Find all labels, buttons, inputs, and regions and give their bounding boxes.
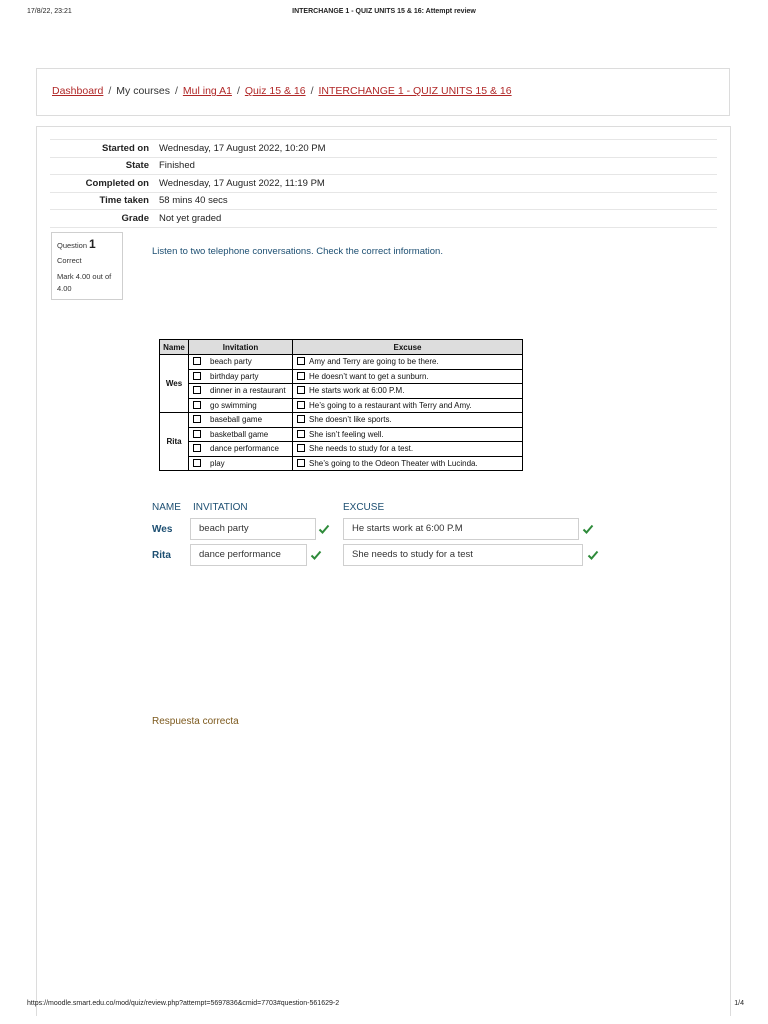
summary-label: Time taken xyxy=(50,192,159,210)
checkbox-icon xyxy=(297,444,305,452)
summary-label: Started on xyxy=(50,140,159,158)
checkbox-icon xyxy=(297,401,305,409)
table-row xyxy=(160,398,523,413)
invitation-text: go swimming xyxy=(210,400,257,410)
invitation-text: dinner in a restaurant xyxy=(210,386,286,396)
table-header: Invitation xyxy=(189,340,293,355)
invitation-text: baseball game xyxy=(210,415,263,425)
invitation-cell xyxy=(189,369,293,384)
invitation-cell xyxy=(189,355,293,370)
checkbox-icon xyxy=(193,459,201,467)
summary-label: Completed on xyxy=(50,175,159,193)
table-row xyxy=(160,355,523,370)
excuse-cell xyxy=(293,427,523,442)
excuse-text: She needs to study for a test. xyxy=(309,444,414,454)
checkbox-icon xyxy=(193,415,201,423)
excuse-answer-input[interactable]: He starts work at 6:00 P.M xyxy=(343,518,579,540)
table-row xyxy=(160,456,523,471)
print-url: https://moodle.smart.edu.co/mod/quiz/review.php?attempt=5697836&cmid=7703#question-561629-2 xyxy=(27,1000,340,1007)
invitation-cell xyxy=(189,427,293,442)
excuse-text: He’s going to a restaurant with Terry and Amy. xyxy=(309,400,472,410)
question-text: Listen to two telephone conversations. Check the correct information. xyxy=(152,246,443,257)
table-row xyxy=(160,369,523,384)
checkbox-icon xyxy=(297,357,305,365)
excuse-answer-input[interactable]: She needs to study for a test xyxy=(343,544,583,566)
invitation-answer-input[interactable]: dance performance xyxy=(190,544,307,566)
summary-row xyxy=(50,210,717,228)
breadcrumb-separator: / xyxy=(108,85,112,97)
table-row xyxy=(160,413,523,428)
group-name: Wes xyxy=(160,355,189,413)
summary-row xyxy=(50,157,717,175)
breadcrumb-section[interactable]: Quiz 15 & 16 xyxy=(244,85,306,97)
answer-header-invitation: INVITATION xyxy=(193,502,248,513)
invitation-text: play xyxy=(210,458,225,468)
check-icon xyxy=(318,523,330,535)
table-row xyxy=(160,427,523,442)
print-title: INTERCHANGE 1 - QUIZ UNITS 15 & 16: Attempt review xyxy=(292,8,476,15)
checkbox-icon xyxy=(297,386,305,394)
summary-row xyxy=(50,175,717,193)
invitation-text: dance performance xyxy=(210,444,279,454)
summary-row xyxy=(50,140,717,158)
checkbox-icon xyxy=(193,444,201,452)
check-icon xyxy=(582,523,594,535)
breadcrumb-separator: / xyxy=(236,85,240,97)
breadcrumb-separator: / xyxy=(174,85,178,97)
feedback-text: Respuesta correcta xyxy=(152,716,239,727)
print-page-number: 1/4 xyxy=(734,1000,744,1007)
question-number-value: 1 xyxy=(89,237,96,251)
excuse-text: He starts work at 6:00 P.M. xyxy=(309,386,405,396)
invitation-cell xyxy=(189,398,293,413)
breadcrumb-dashboard[interactable]: Dashboard xyxy=(52,85,104,97)
checkbox-icon xyxy=(297,372,305,380)
table-header: Excuse xyxy=(293,340,523,355)
answer-header-name: NAME xyxy=(152,502,181,513)
checkbox-icon xyxy=(193,372,201,380)
checkbox-icon xyxy=(297,430,305,438)
invitation-cell xyxy=(189,413,293,428)
question-state: Correct xyxy=(57,256,82,265)
checkbox-icon xyxy=(193,357,201,365)
excuse-text: She doesn’t like sports. xyxy=(309,415,392,425)
breadcrumb-separator: / xyxy=(310,85,314,97)
breadcrumb-course[interactable]: Mul ing A1 xyxy=(182,85,232,97)
invitation-text: beach party xyxy=(210,357,252,367)
excuse-text: She isn’t feeling well. xyxy=(309,429,384,439)
invitation-cell xyxy=(189,456,293,471)
excuse-cell xyxy=(293,398,523,413)
table-row xyxy=(160,442,523,457)
group-name: Rita xyxy=(160,413,189,471)
invitation-cell xyxy=(189,384,293,399)
breadcrumb-container xyxy=(36,68,730,116)
answer-header-excuse: EXCUSE xyxy=(343,502,385,513)
question-prefix: Question xyxy=(57,241,88,250)
exercise-table xyxy=(159,339,523,471)
check-icon xyxy=(587,549,599,561)
check-icon xyxy=(310,549,322,561)
excuse-cell xyxy=(293,442,523,457)
excuse-cell xyxy=(293,456,523,471)
answer-name-wes: Wes xyxy=(152,524,173,535)
checkbox-icon xyxy=(297,459,305,467)
summary-row xyxy=(50,192,717,210)
invitation-text: birthday party xyxy=(210,371,259,381)
question-mark: Mark 4.00 out of 4.00 xyxy=(57,272,112,293)
excuse-text: She’s going to the Odeon Theater with Lucinda. xyxy=(309,458,478,468)
breadcrumb xyxy=(52,85,512,97)
checkbox-icon xyxy=(297,415,305,423)
summary-value: Finished xyxy=(159,157,717,175)
excuse-cell xyxy=(293,413,523,428)
excuse-cell xyxy=(293,369,523,384)
invitation-text: basketball game xyxy=(210,429,269,439)
checkbox-icon xyxy=(193,430,201,438)
review-container xyxy=(36,126,731,1016)
excuse-text: He doesn’t want to get a sunburn. xyxy=(309,371,429,381)
summary-value: Not yet graded xyxy=(159,210,717,228)
excuse-text: Amy and Terry are going to be there. xyxy=(309,357,439,367)
table-header: Name xyxy=(160,340,189,355)
summary-value: Wednesday, 17 August 2022, 10:20 PM xyxy=(159,140,717,158)
answer-name-rita: Rita xyxy=(152,550,171,561)
breadcrumb-quiz[interactable]: INTERCHANGE 1 - QUIZ UNITS 15 & 16 xyxy=(318,85,512,97)
question-info-box xyxy=(51,232,123,300)
summary-label: Grade xyxy=(50,210,159,228)
print-date: 17/8/22, 23:21 xyxy=(27,8,72,15)
attempt-summary-table xyxy=(50,139,717,228)
invitation-answer-input[interactable]: beach party xyxy=(190,518,316,540)
breadcrumb-my-courses: My courses xyxy=(116,85,170,97)
question-number xyxy=(57,237,117,251)
checkbox-icon xyxy=(193,401,201,409)
invitation-cell xyxy=(189,442,293,457)
summary-value: Wednesday, 17 August 2022, 11:19 PM xyxy=(159,175,717,193)
summary-value: 58 mins 40 secs xyxy=(159,192,717,210)
excuse-cell xyxy=(293,384,523,399)
table-row xyxy=(160,384,523,399)
checkbox-icon xyxy=(193,386,201,394)
excuse-cell xyxy=(293,355,523,370)
summary-label: State xyxy=(50,157,159,175)
